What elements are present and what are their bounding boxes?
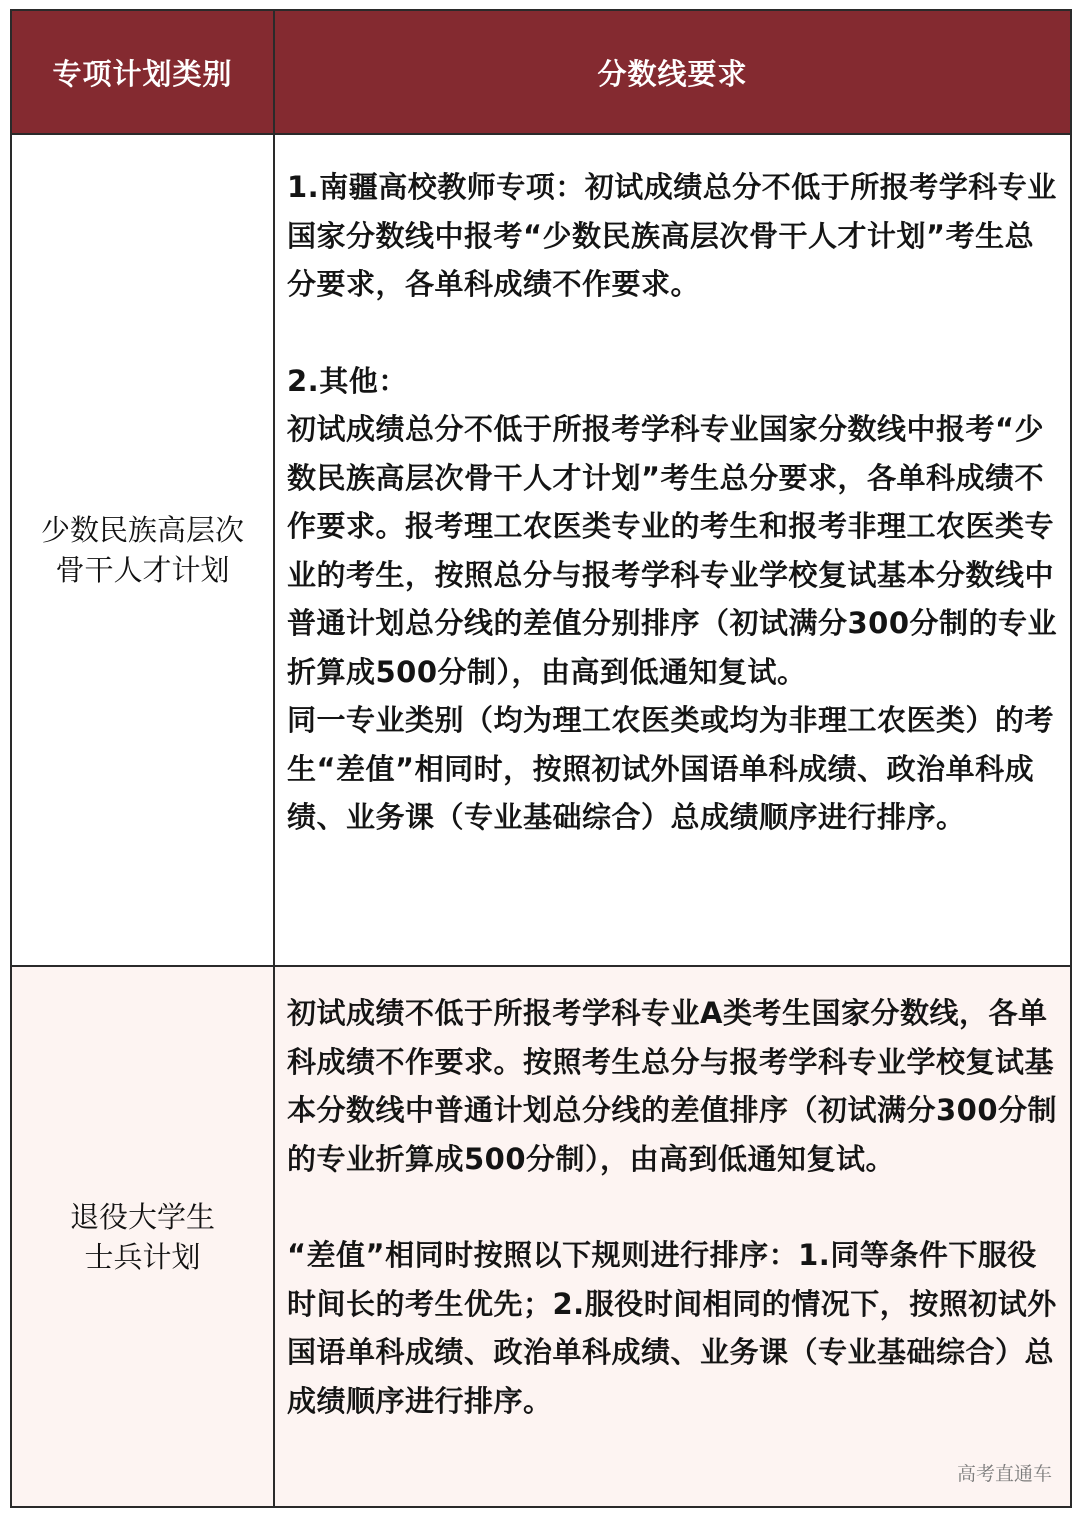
category-cell [12, 135, 275, 965]
requirement-cell [275, 967, 1070, 1506]
category-line: 退役大学生 [69, 1199, 215, 1234]
table-row [12, 967, 1070, 1506]
requirement-paragraph: “差值”相同时按照以下规则进行排序：1.同等条件下服役时间长的考生优先；2.服役时间相同的情况下，按照初试外国语单科成绩、政治单科成绩、业务课（专业基础综合）总成绩顺序进行排序。 [287, 1238, 1057, 1418]
category-cell [12, 967, 275, 1506]
requirement-cell [275, 135, 1070, 965]
requirement-paragraph: 2.其他： [287, 363, 408, 398]
header-requirement: 分数线要求 [597, 56, 748, 91]
requirement-paragraph: 初试成绩总分不低于所报考学科专业国家分数线中报考“少数民族高层次骨干人才计划”考生总分要求，各单科成绩不作要求。报考理工农医类专业的考生和报考非理工农医类专业的考生，按照总分与报考学科专业学校复试基本分数线中普通计划总分线的差值分别排序（初试满分300分制的专业折算成500分制），由高到低通知复试。 [287, 412, 1058, 689]
table-row [12, 135, 1070, 967]
category-label [58, 1197, 227, 1277]
header-category: 专项计划类别 [12, 11, 275, 133]
requirement-paragraph: 初试成绩不低于所报考学科专业A类考生国家分数线，各单科成绩不作要求。按照考生总分与报考学科专业学校复试基本分数线中普通计划总分线的差值排序（初试满分300分制的专业折算成500分制），由高到低通知复试。 [287, 996, 1058, 1176]
plan-score-table [10, 9, 1072, 1508]
table-header-row [12, 11, 1070, 135]
category-label [29, 510, 256, 590]
watermark-text: 高考直通车 [956, 1463, 1052, 1485]
category-line: 士兵计划 [84, 1239, 201, 1274]
requirement-paragraph: 1.南疆高校教师专项：初试成绩总分不低于所报考学科专业国家分数线中报考“少数民族高层次骨干人才计划”考生总分要求，各单科成绩不作要求。 [287, 170, 1057, 301]
requirement-paragraph: 同一专业类别（均为理工农医类或均为非理工农医类）的考生“差值”相同时，按照初试外国语单科成绩、政治单科成绩、业务课（专业基础综合）总成绩顺序进行排序。 [287, 703, 1055, 834]
category-line: 少数民族高层次 [40, 513, 244, 547]
category-line: 骨干人才计划 [55, 553, 230, 587]
